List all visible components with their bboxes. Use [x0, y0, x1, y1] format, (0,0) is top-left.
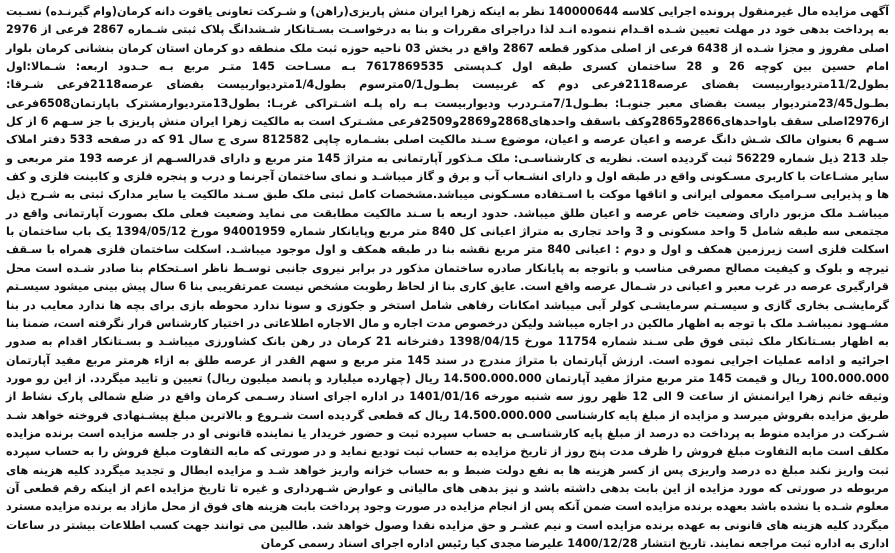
auction-notice-text: آگهی مزایده مال غیرمنقول پرونده اجرایی کلاسه 140000644 نظر به اینکه زهرا ایران منش پاریزی(راهن) و شـرکت تعاونی یاقوت دانه کرمان(وام گیرنـده) نسـبت به پرداخت بدهی خود در مهلت تعیین شـده اقـدام ننموده انـد لذا دراجرای مقررات و بنا به درخواسـت بسـتانکار شـشدانگ پلاک ثبتی شـماره 2867 فرعی از 2976 اصلی مفروز و مجزا شـده از 6438 فرعی از اصلی مذکور قطعه 2867 واقع در بخش 03 ناحیه حوزه ثبت ملک منطقه دو کرمان استان کرمان بنشانی کرمان بلوار امام حسین بین کوچه 26 و 28 ساختمان کسری طبقه اول کـدپستی 7617869535 بـه مسـاحت 145 متـر مربع بـه حـدود اربعه: شـمالا:اول بطول11/2متردیواربیست بفضای عرصه2118فرعی دوم که غربیست بطـول0/1مترسوم بطول1/4متردیواربیست بفضای عرصه2118فرعی شـرقا: بطـول23/45متردیوار بیست بفضای معبر جنوبـا: بطـول7/1متـردرب وديواربيست بـه راه پلـه اشـتراکی غربـا: بطول13مترديوارمشترک باپارتمان6508فرعی از2976اصلی سقف باواحدهای2866و2865وکف باسقف واحدهای2868و2869و2509فرعی مشـترک است به مالکیت زهرا ایران منش پاریزی با جز سـهم 6 از کل سـهم 6 بعنوان مالک شـش دانگ عرصه و اعیان عرصه و اعیان، موضوع سـند مالکیت اصلی بشـماره چاپی 812582 سری ج سال 91 که در صفحه 533 دفتر املاک جلد 213 ذیل شماره 56229 ثبت گردیده است. نظریه ی کارشناسـی: ملک مـذکور آپارتمانی به متراژ 145 متر مربع و دارای قدرالسـهم از عرصه 193 متر مربعی و سایر مشـاعات با کاربری مسـکونی واقع در طبقه اول و دارای انشـعاب آب و برق و گاز میباشـد و نمای ساختمان آجرنما و درب و پنجره فلزی و کابینت فلزی و کف ها و پذیرایی سـرامیک معمولی ایرانی و اتاقها موکت با اسـتفاده مسـکونی میباشد.مشخصات کامل ثبتی ملک طبق سـند مالکیت یا سایر مدارک ثبتی به شـرح ذیل میباشـد ملک مزبور دارای وضعیت خاص عرصه و اعیان طلق میباشد. حدود اربعه با سـند مالکیت مطابقت می نماید وضعیت فعلی ملک بصورت آپارتمانی واقع در مجتمعی سه طبقه شامل 5 واحد مسکونی و 3 واحد تجاری به متراژ اعیانی کل 840 متر مربع وپایانکار شماره 94001959 مورخ 1394/05/12 یک باب ساختمان با اسکلت فلزی است زیرزمین همکف و اول و دوم : اعیانی 840 متر مربع نقشه بنا در طبقه همکف و اول موجود میباشـد. اسکلت ساختمان فلزی همراه با سـقف تیرچه و بلوک و کیفیت مصالح مصرفی مناسب و باتوجه به پایانکار صادره ساختمان مذکور در برابر نیروی جانبی توسـط ناظر اسـتحکام بنا صادر شـده است محل قرارگیری عرصه در غرب معبر و اعیانی در شـمال عرصه واقع است. عایق کاری بنا از لحاظ رطوبت مشخص نیست عمرتقریبی بنا 6 سال پیش بینی میشود سیسـتم گرمایشـی بخاری گازی و سیسـتم سرمایشـی کولر آبی میباشد امکانات رفاهی شامل استخر و جکوزی و سونا ندارد محوطه بازی برای بچه ها ندارد معایب در بنا مشـهود نمیباشـد ملک با توجه به اظهار مالکین در اجاره میباشد ولیکن درخصوص مدت اجاره و مال الاجاره اطلاعاتی در اختیار کارشناس قرار نگرفته است، ضمنا بنا به اظهار بسـتانکار ملک ثبتی فوق طی سـند شماره 11754 مورخ 1398/04/15 دفترخانه 21 کرمان در رهن بانک کشاورزی میباشـد و بسـتانکار اقدام به صدور اجرائیه و ادامه عملیات اجرایی نموده است. ارزش آپارتمان با متراژ مندرج در سند 145 متر مربع و سهم القدر از عرصه طلق به ازاء هرمتر مربع مفید آپارتمان 100.000.000 ریال و قیمت 145 متر مربع متراژ مفید آپارتمان 14.500.000.000 ریال (چهارده میلیارد و پانصد میلیون ریال) تعیین و تایید میگردد. از این رو مورد وثیقه خانم زهرا ایرانمنش از ساعت 9 الی 12 ظهر روز سه شنبه مورخه 1401/01/16 در اداره اجرای اسناد رسـمی کرمان واقع در ضلع شمالی پارک نشاط از طریق مزایده بفروش میرسد و مزایده از مبلغ پایه کارشناسی 14.500.000.000 ریال که قطعی گردیده است شـروع و بالاترین مبلغ پیشـنهادی فروخته خواهد شـد شـرکت در مزایده منوط به پرداخت ده درصد از مبلغ پایه کارشناسـی به حساب سپرده ثبت و حضور خریدار یا نماینده قانونی او در جلسه مزایده است برنده مزایده مکلف است مابه التفاوت مبلغ فروش را ظرف مدت پنج روز از تاریخ مزایده به حساب ثبت تودیع نماید و در صورتی که مابه التفاوت مبلغ فروش را به حساب سپرده ثبت واریز نکند مبلغ ده درصد واریزی پس از کسر هزینه ها به نفع دولت ضبط و به حساب خزانه واریز خواهد شـد و مزایده ابطال و تجدید میگردد کلیه هزینه های مربوطه در صورتی که مورد مزایده از این بابت بدهی داشته باشد و نیز بدهی های مالیاتی و عوارض شـهرداری و غیره تا تاریخ مزایده اعم از اینکه رقم قطعی آن معلوم شـده یا نشده باشد بعهده برنده مزایده است ضمن آنکه پس از انجام مزایده در صورت وجود پرداخت بابت هزینه های فوق از محل مازاد به برنده مزایده مسترد میگردد کلیه هزینه های قانونی به عهده برنده مزایده است و نیم عشـر و حق مزایده نقدا وصول خواهد شد. طالبین می توانند جهت کسب اطلاعات بیشتر در ساعات اداری به اداره ثبت مراجعه نمایند. تاریخ انتشار 1400/12/28 علیرضا مجدی کیا رئیس اداره اجرای اسناد رسمی کرمان: [6, 5, 889, 550]
